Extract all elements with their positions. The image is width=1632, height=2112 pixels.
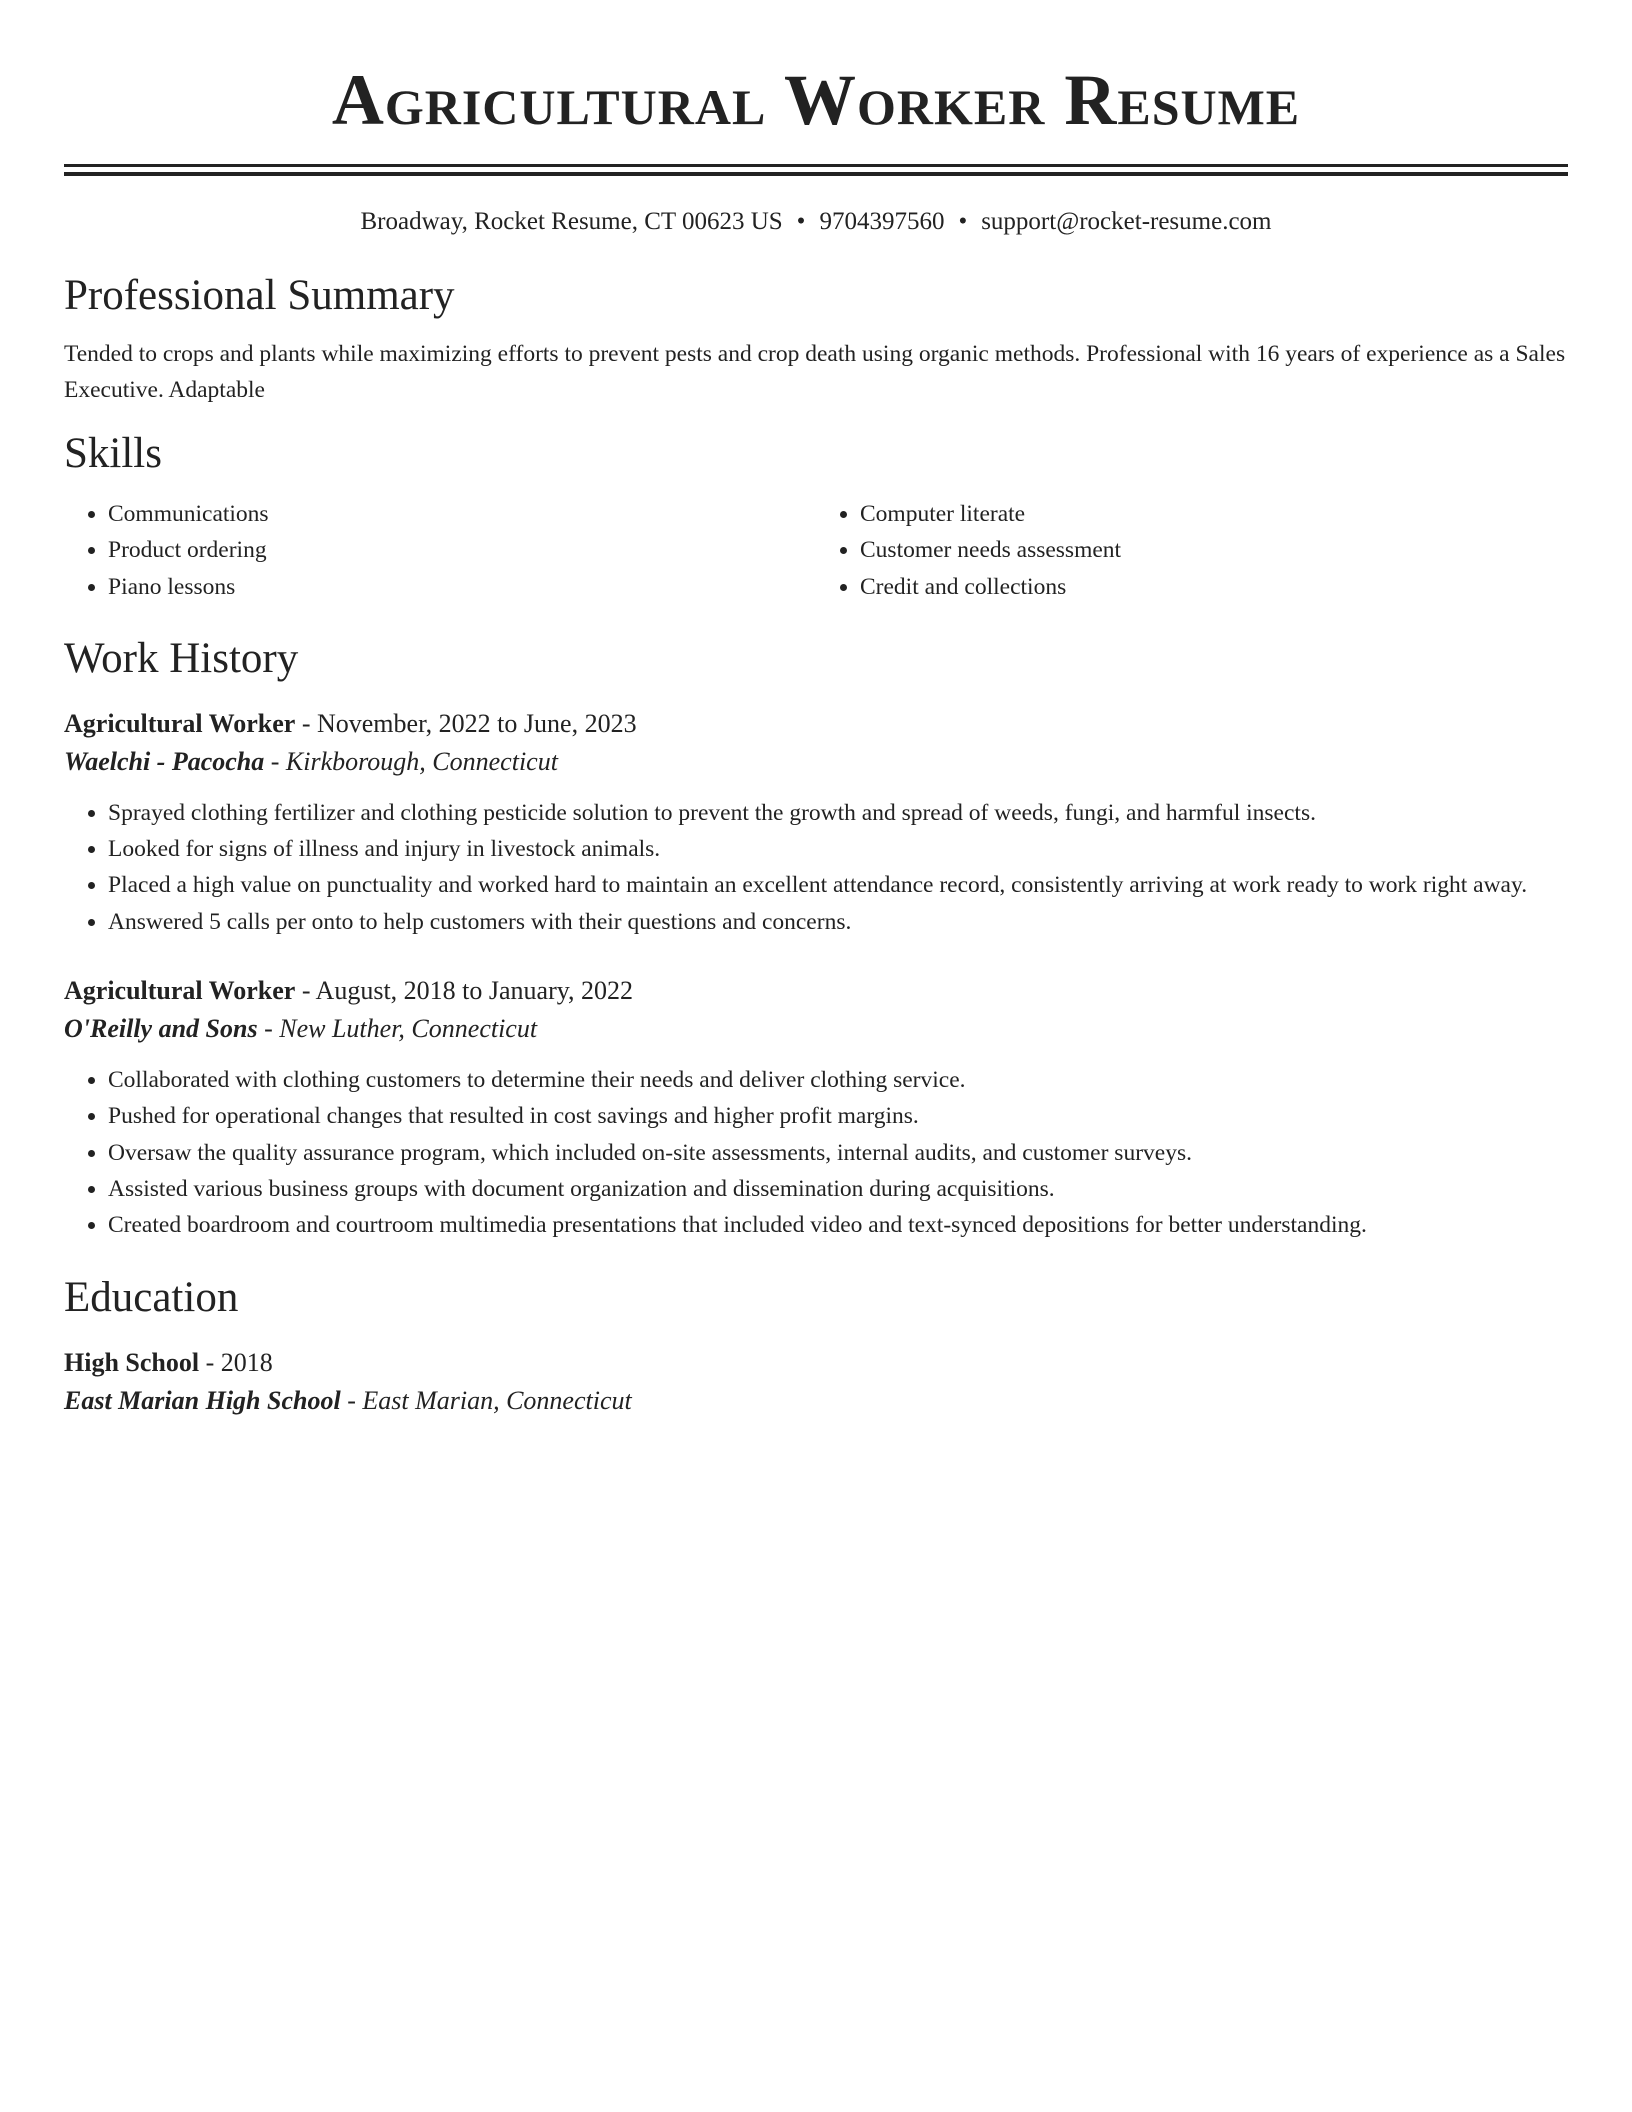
job-location: - Kirkborough, Connecticut bbox=[264, 746, 558, 776]
education-year: - 2018 bbox=[199, 1347, 273, 1377]
education-heading: Education bbox=[64, 1273, 239, 1321]
job-bullets bbox=[64, 1062, 1568, 1243]
title-rule-top bbox=[64, 164, 1568, 167]
job-header bbox=[64, 972, 1568, 1010]
job-location: - New Luther, Connecticut bbox=[257, 1014, 538, 1044]
education-header bbox=[64, 1344, 1568, 1382]
education-school-line bbox=[64, 1382, 1568, 1420]
job-bullets bbox=[64, 795, 1568, 940]
education-school: East Marian High School bbox=[64, 1385, 341, 1415]
summary-heading: Professional Summary bbox=[64, 272, 455, 319]
job-employer-line bbox=[64, 743, 1568, 781]
summary-section bbox=[64, 270, 1568, 408]
contact-email: support@rocket-resume.com bbox=[981, 208, 1272, 235]
skills-list-right bbox=[816, 496, 1568, 605]
skill-item: • Product ordering bbox=[108, 532, 816, 568]
job-bullet: • Assisted various business groups with document organization and dissemination during acquisitions. bbox=[108, 1171, 1568, 1207]
skill-item: • Computer literate bbox=[860, 496, 1568, 532]
job-bullet: • Answered 5 calls per onto to help customers with their questions and concerns. bbox=[108, 904, 1568, 940]
education-location: - East Marian, Connecticut bbox=[340, 1385, 632, 1415]
job-entry bbox=[64, 705, 1568, 940]
job-header bbox=[64, 705, 1568, 743]
work-history-section bbox=[64, 633, 1568, 1244]
summary-text: Tended to crops and plants while maximizing efforts to prevent pests and crop death using organic methods. Professional with 16 years of experience as a Sales Executive. Adaptable bbox=[64, 341, 1566, 403]
job-bullet: • Collaborated with clothing customers to determine their needs and deliver clothing service. bbox=[108, 1062, 1568, 1098]
skill-item: • Credit and collections bbox=[860, 569, 1568, 605]
skill-item: • Customer needs assessment bbox=[860, 532, 1568, 568]
job-title: Agricultural Worker bbox=[64, 708, 296, 738]
skills-section bbox=[64, 428, 1568, 605]
contact-address: Broadway, Rocket Resume, CT 00623 US bbox=[360, 208, 783, 235]
skill-item: • Communications bbox=[108, 496, 816, 532]
contact-line bbox=[64, 206, 1568, 238]
job-bullet: • Pushed for operational changes that resulted in cost savings and higher profit margins. bbox=[108, 1098, 1568, 1134]
job-bullet: • Looked for signs of illness and injury in livestock animals. bbox=[108, 831, 1568, 867]
title-rule-bottom bbox=[64, 172, 1568, 176]
skills-list-left bbox=[64, 496, 816, 605]
education-degree: High School bbox=[64, 1347, 200, 1377]
job-company: O'Reilly and Sons bbox=[64, 1014, 258, 1044]
job-bullet: • Created boardroom and courtroom multimedia presentations that included video and text-synced depositions for better understanding. bbox=[108, 1207, 1568, 1243]
education-section bbox=[64, 1272, 1568, 1420]
education-entry bbox=[64, 1344, 1568, 1420]
job-bullet: • Sprayed clothing fertilizer and clothing pesticide solution to prevent the growth and spread of weeds, fungi, and harmful insects. bbox=[108, 795, 1568, 831]
skills-columns bbox=[64, 496, 1568, 605]
resume-title: Agricultural Worker Resume bbox=[331, 60, 1301, 140]
skills-heading: Skills bbox=[64, 430, 162, 477]
job-employer-line bbox=[64, 1010, 1568, 1048]
job-bullet: • Placed a high value on punctuality and worked hard to maintain an excellent attendance record, consistently arriving at work ready to work right away. bbox=[108, 867, 1568, 903]
skill-item: • Piano lessons bbox=[108, 569, 816, 605]
contact-separator: • bbox=[796, 208, 806, 235]
job-bullet: • Oversaw the quality assurance program, which included on-site assessments, internal audits, and customer surveys. bbox=[108, 1135, 1568, 1171]
job-dates: - August, 2018 to January, 2022 bbox=[295, 976, 634, 1006]
contact-separator: • bbox=[958, 208, 968, 235]
job-company: Waelchi - Pacocha bbox=[64, 746, 265, 776]
job-title: Agricultural Worker bbox=[64, 976, 296, 1006]
job-entry bbox=[64, 972, 1568, 1243]
contact-phone: 9704397560 bbox=[819, 208, 945, 235]
job-dates: - November, 2022 to June, 2023 bbox=[295, 708, 637, 738]
work-history-heading: Work History bbox=[64, 634, 299, 682]
